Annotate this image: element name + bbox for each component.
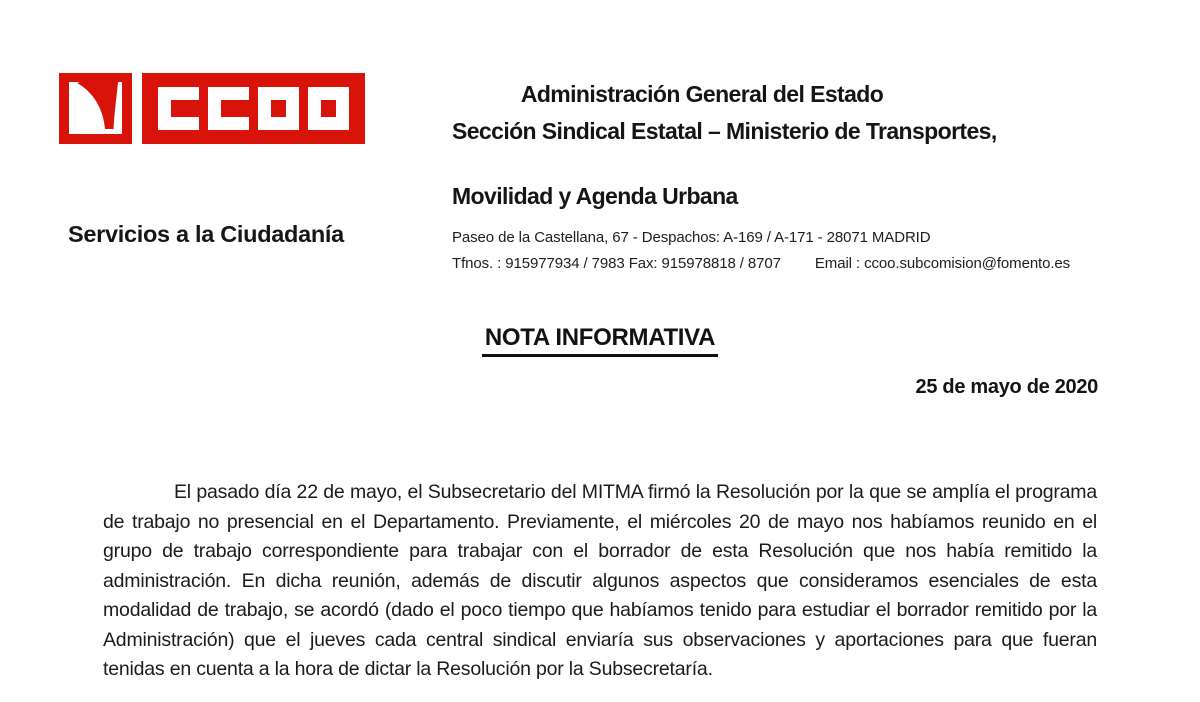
body-paragraph: El pasado día 22 de mayo, el Subsecretario del MITMA firmó la Resolución por la que se amplía el programa de trabajo no presencial en el Departamento. Previamente, el miércoles 20 de mayo nos habíamos reunido en el grupo de trabajo correspondiente para trabajar con el borrador de esta Resolución que nos había remitido la administración. En dicha reunión, además de discutir algunos aspectos que consideramos esenciales de esta modalidad de trabajo, se acordó (dado el poco tiempo que habíamos tenido para estudiar el borrador remitido por la Administración) que el jueves cada central sindical enviaría sus observaciones y aportaciones para que fueran tenidas en cuenta a la hora de dictar la Resolución por la Subsecretaría. — [103, 481, 1097, 680]
ccoo-flag-icon — [59, 73, 132, 144]
letterhead-email: Email : ccoo.subcomision@fomento.es — [814, 255, 1071, 272]
page-title: NOTA INFORMATIVA — [482, 324, 718, 357]
org-name-line1: Administración General del Estado — [520, 81, 884, 107]
letterhead-contact-line — [452, 255, 1070, 272]
title-row — [0, 324, 1200, 357]
letterhead-address: Paseo de la Castellana, 67 - Despachos: A-169 / A-171 - 28071 MADRID — [452, 229, 931, 246]
document-date: 25 de mayo de 2020 — [915, 376, 1098, 398]
org-name-line2: Sección Sindical Estatal – Ministerio de Transportes, — [452, 118, 997, 144]
letterhead-phones: Tfnos. : 915977934 / 7983 Fax: 915978818 / 8707 — [452, 255, 781, 272]
org-name-line3: Movilidad y Agenda Urbana — [452, 183, 738, 209]
logo-tagline: Servicios a la Ciudadanía — [68, 221, 344, 247]
ccoo-wordmark — [142, 73, 365, 144]
